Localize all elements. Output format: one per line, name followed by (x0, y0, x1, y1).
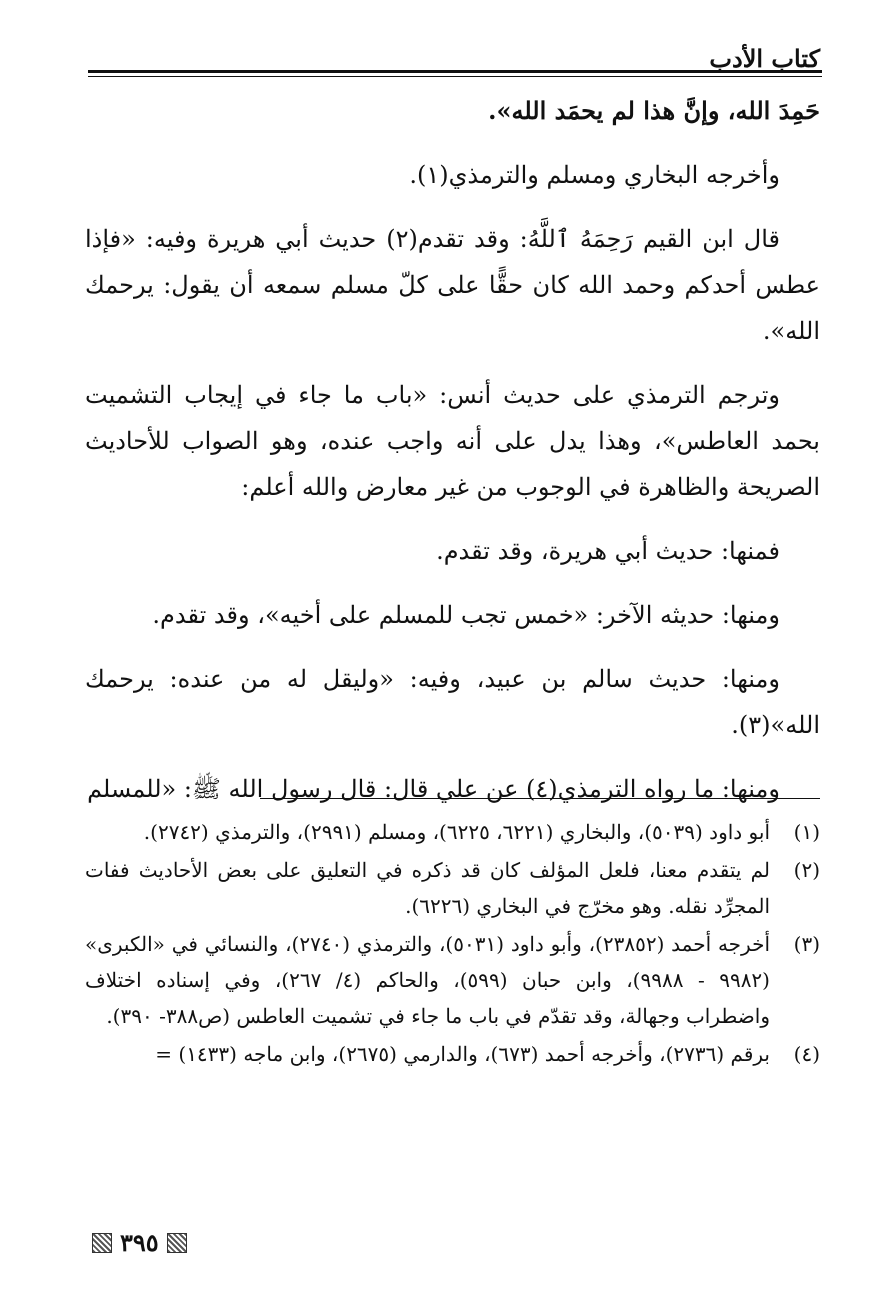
page-number-block (92, 1228, 187, 1257)
paragraph: وأخرجه البخاري ومسلم والترمذي(١). (409, 161, 780, 189)
paragraph: قال ابن القيم رَحِمَهُ ٱللَّهُ: وقد تقدم(٢) حديث أبي هريرة وفيه: «فإذا عطس أحدكم وحمد الله كان حقًّا على كلّ مسلم سمعه أن يقول: يرحمك الله». (85, 225, 820, 345)
footnote-text: أبو داود (٥٠٣٩)، والبخاري (٦٢٢١، ٦٢٢٥)، ومسلم (٢٩٩١)، والترمذي (٢٧٤٢). (143, 820, 770, 844)
footnote-number: (١) (793, 820, 820, 844)
ornament-icon (167, 1233, 187, 1253)
paragraph: حَمِدَ الله، وإنَّ هذا لم يحمَد الله». (488, 96, 820, 125)
header-rule-thick (88, 70, 822, 73)
ornament-icon (92, 1233, 112, 1253)
footnote-number: (٣) (793, 932, 820, 956)
footnote (85, 814, 820, 850)
header-rule-thin (88, 76, 822, 77)
footnote-text: برقم (٢٧٣٦)، وأخرجه أحمد (٦٧٣)، والدارمي (٢٦٧٥)، وابن ماجه (١٤٣٣) = (155, 1042, 770, 1066)
footnote (85, 926, 820, 1034)
main-text (85, 88, 820, 830)
footnote-number: (٤) (793, 1042, 820, 1066)
footnotes (85, 814, 820, 1074)
paragraph: وترجم الترمذي على حديث أنس: «باب ما جاء في إيجاب التشميت بحمد العاطس»، وهذا يدل على أنه واجب عنده، وهو الصواب للأحاديث الصريحة والظاهرة في الوجوب من غير معارض والله أعلم: (85, 381, 820, 501)
footnote-text: لم يتقدم معنا، فلعل المؤلف كان قد ذكره في التعليق على بعض الأحاديث ففات المجرِّد نقله. وهو مخرّج في البخاري (٦٢٢٦). (85, 858, 770, 918)
running-header-title: كتاب الأدب (709, 44, 820, 73)
paragraph: فمنها: حديث أبي هريرة، وقد تقدم. (436, 537, 780, 565)
paragraph: ومنها: ما رواه الترمذي(٤) عن علي قال: قال رسول الله ﷺ: «للمسلم (87, 775, 780, 803)
paragraph: ومنها: حديث سالم بن عبيد، وفيه: «وليقل له من عنده: يرحمك الله»(٣). (85, 665, 820, 739)
paragraph: ومنها: حديثه الآخر: «خمس تجب للمسلم على أخيه»، وقد تقدم. (152, 601, 780, 629)
footnote (85, 852, 820, 924)
footnote (85, 1036, 820, 1072)
page-number: ٣٩٥ (120, 1228, 159, 1257)
footnote-number: (٢) (793, 858, 820, 882)
footnote-text: أخرجه أحمد (٢٣٨٥٢)، وأبو داود (٥٠٣١)، والترمذي (٢٧٤٠)، والنسائي في «الكبرى» (٩٩٨٢ - ٩٩٨٨)، وابن حبان (٥٩٩)، والحاكم (٤/ ٢٦٧)، وفي إسناده اختلاف واضطراب وجهالة، وقد تقدّم في باب ما جاء في تشميت العاطس (ص٣٨٨- ٣٩٠). (85, 932, 771, 1028)
footnote-separator (260, 798, 820, 799)
